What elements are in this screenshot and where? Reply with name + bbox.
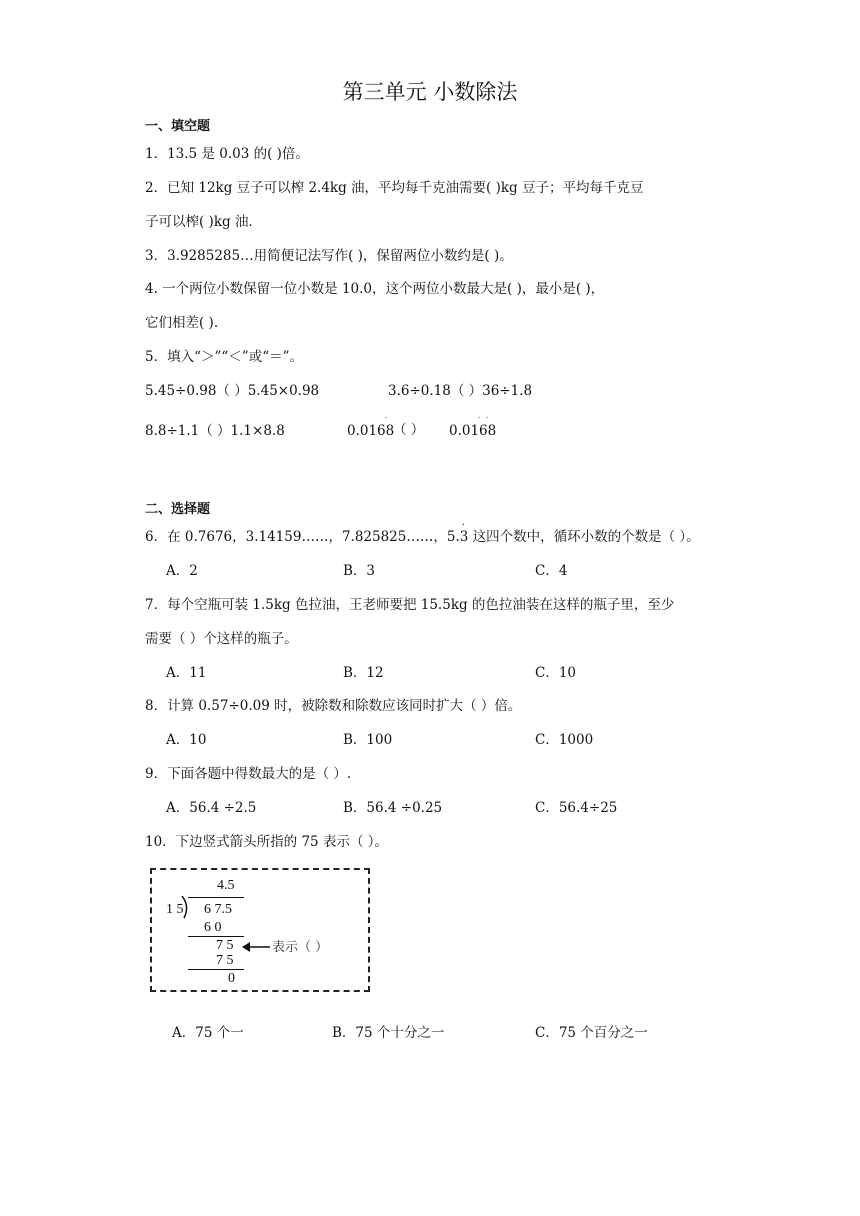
question-7-option-c[interactable]: C．10: [535, 665, 577, 681]
question-10-option-b[interactable]: B．75 个十分之一: [332, 1025, 445, 1041]
quotient: 4.5: [217, 878, 235, 893]
question-8-option-a[interactable]: A．10: [166, 732, 207, 748]
question-6-option-b[interactable]: B．3: [343, 563, 376, 579]
question-5-compare-4-blank: （ ）: [393, 422, 425, 438]
subtract-step-3: 7 5: [216, 953, 234, 968]
question-9-option-a[interactable]: A．56.4 ÷2.5: [166, 800, 257, 816]
long-division-figure: [150, 868, 370, 992]
question-6-option-c[interactable]: C．4: [535, 563, 568, 579]
annotation-label: 表示（ ）: [272, 940, 329, 955]
question-6-stem-b: 这四个数中，循环小数的个数是（ ）。: [468, 529, 700, 545]
division-bar: [188, 897, 244, 898]
question-7-option-b[interactable]: B．12: [343, 665, 384, 681]
question-8-option-b[interactable]: B．100: [343, 732, 393, 748]
question-10-option-c[interactable]: C．75 个百分之一: [535, 1025, 648, 1041]
question-2-line-1: 2．已知 12kg 豆子可以榨 2.4kg 油，平均每千克油需要( )kg 豆子；平均每千克豆: [145, 180, 644, 196]
question-9-option-b[interactable]: B．56.4 ÷0.25: [343, 800, 443, 816]
question-1: 1．13.5 是 0.03 的( )倍。: [145, 146, 309, 162]
question-7-line-1: 7．每个空瓶可装 1.5kg 色拉油，王老师要把 15.5kg 的色拉油装在这样的瓶子里，至少: [145, 597, 675, 613]
repeating-digit: · 3: [459, 520, 469, 545]
repeating-dot: ·: [486, 414, 489, 422]
question-4-line-1: 4. 一个两位小数保留一位小数是 10.0，这个两位小数最大是( )，最小是( )，: [145, 281, 605, 297]
subtraction-line-2: [188, 969, 244, 970]
question-7-option-a[interactable]: A．11: [166, 665, 207, 681]
question-6-stem-a: 6．在 0.7676，3.14159……，7.825825……，5.: [145, 529, 460, 545]
question-6: [145, 520, 700, 545]
page-title: 第三单元 小数除法: [342, 80, 518, 104]
dividend: 6 7.5: [204, 902, 232, 917]
question-9: 9．下面各题中得数最大的是（ ）.: [145, 766, 352, 782]
question-2-line-2: 子可以榨( )kg 油．: [145, 214, 262, 230]
remainder-step-2: 7 5: [216, 938, 234, 953]
repeating-dot: ·: [478, 414, 481, 422]
question-6-option-a[interactable]: A．2: [166, 563, 198, 579]
question-9-option-c[interactable]: C．56.4÷25: [535, 800, 618, 816]
final-remainder: 0: [228, 971, 235, 986]
question-5-compare-1: 5.45÷0.98（ ）5.45×0.98: [145, 383, 320, 399]
question-5-stem: 5．填入“＞”“＜”或“＝”。: [145, 349, 303, 365]
question-5-compare-3: 8.8÷1.1（ ）1.1×8.8: [145, 423, 285, 439]
question-7-line-2: 需要（ ）个这样的瓶子。: [145, 631, 298, 647]
repeating-dot: ·: [461, 520, 465, 531]
repeating-dot: ·: [385, 414, 388, 422]
question-3: 3．3.9285285…用简便记法写作( )，保留两位小数约是( )。: [145, 248, 513, 264]
question-5-compare-2: 3.6÷0.18（ ）36÷1.8: [388, 383, 533, 399]
question-8: 8．计算 0.57÷0.09 时，被除数和除数应该同时扩大（ ）倍。: [145, 698, 522, 714]
question-5-compare-4-right: 0.0168: [449, 423, 497, 439]
question-4-line-2: 它们相差( ).: [145, 315, 219, 331]
question-10: 10．下边竖式箭头所指的 75 表示（ ）。: [145, 834, 388, 850]
divisor: 1 5: [166, 902, 184, 917]
question-5-compare-4-left: 0.0168: [347, 423, 395, 439]
section-fill-in-heading: 一、填空题: [145, 119, 211, 134]
arrow-left-icon: [242, 940, 272, 954]
subtract-step-1: 6 0: [204, 920, 222, 935]
question-8-option-c[interactable]: C．1000: [535, 732, 594, 748]
section-choice-heading: 二、选择题: [145, 502, 211, 517]
question-10-option-a[interactable]: A．75 个一: [172, 1025, 244, 1041]
subtraction-line-1: [188, 936, 244, 937]
